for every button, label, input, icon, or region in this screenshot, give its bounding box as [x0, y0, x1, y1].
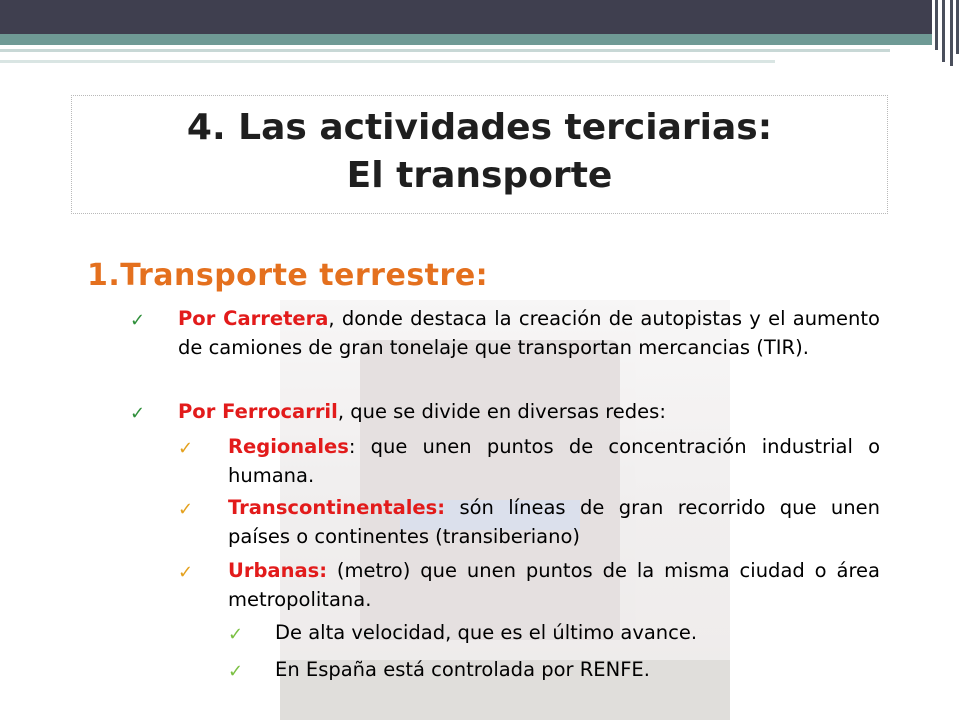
checkmark-icon: ✓: [228, 624, 244, 645]
section-heading: 1.Transporte terrestre:: [87, 258, 489, 293]
slide-title: [71, 104, 888, 200]
bullet-ferrocarril: [178, 397, 880, 426]
header-bar-teal: [0, 34, 932, 45]
subsubbullet-alta-velocidad: De alta velocidad, que es el último avance.: [275, 621, 698, 644]
bullet-strong: Regionales: [228, 435, 349, 458]
subbullet-transcontinentales: [228, 493, 880, 551]
subsubbullet-renfe: En España está controlada por RENFE.: [275, 658, 650, 681]
header-bar-dark: [0, 0, 932, 34]
checkmark-icon: ✓: [178, 562, 194, 583]
checkmark-icon: ✓: [130, 403, 146, 424]
checkmark-icon: ✓: [178, 499, 194, 520]
bullet-text: (metro) que unen puntos de la misma ciudad o área metropolitana.: [228, 559, 880, 611]
bullet-text: : que unen puntos de concentración industrial o humana.: [228, 435, 880, 487]
checkmark-icon: ✓: [178, 438, 194, 459]
bullet-carretera: [178, 304, 880, 362]
header-stripe: [942, 0, 945, 62]
header-line-1: [0, 49, 890, 52]
bullet-strong: Por Ferrocarril: [178, 400, 338, 423]
slide-title-line1: 4. Las actividades terciarias:: [186, 107, 773, 148]
subbullet-regionales: [228, 432, 880, 490]
bullet-text: , donde destaca la creación de autopistas y el aumento de camiones de gran tonelaje que transportan mercancias (TIR).: [178, 307, 880, 359]
bullet-strong: Transcontinentales:: [228, 496, 446, 519]
header-stripe: [935, 0, 938, 50]
bullet-strong: Urbanas:: [228, 559, 328, 582]
subbullet-urbanas: [228, 556, 880, 614]
slide-title-line2: El transporte: [346, 155, 613, 196]
bullet-text: són líneas de gran recorrido que unen países o continentes (transiberiano): [228, 496, 880, 548]
bullet-strong: Por Carretera: [178, 307, 329, 330]
header-stripe: [956, 0, 959, 54]
checkmark-icon: ✓: [228, 661, 244, 682]
checkmark-icon: ✓: [130, 310, 146, 331]
header-stripe: [950, 0, 953, 66]
bullet-text: , que se divide en diversas redes:: [337, 400, 666, 423]
header-line-2: [0, 60, 775, 63]
